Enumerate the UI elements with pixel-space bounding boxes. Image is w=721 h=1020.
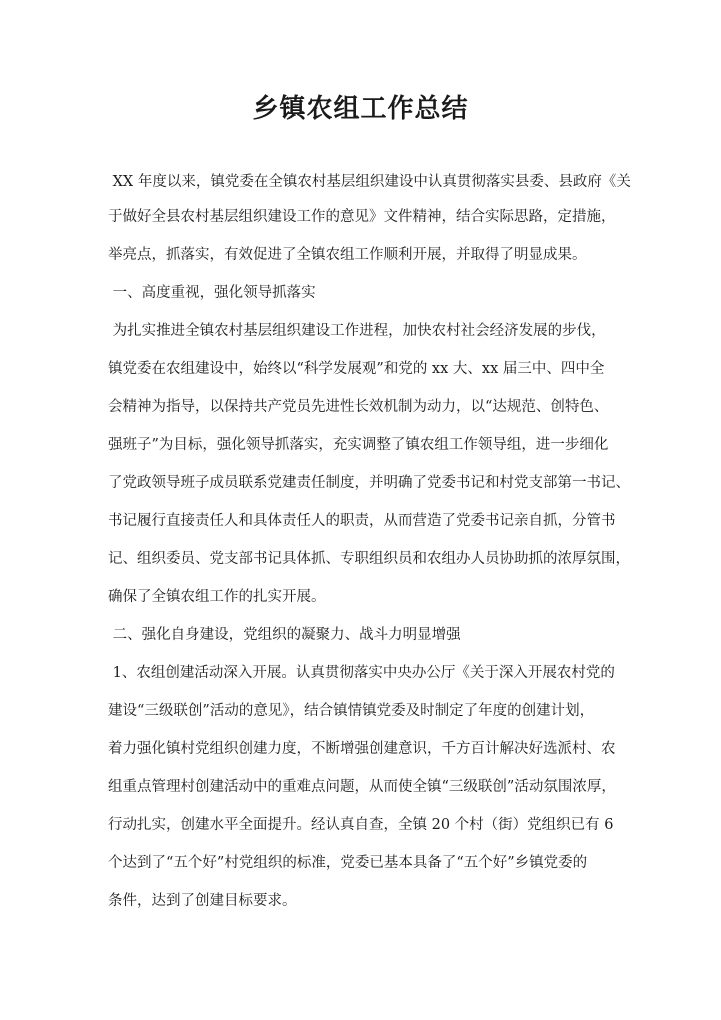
paragraph-line: 组重点管理村创建活动中的重难点问题，从而使全镇“三级联创”活动氛围浓厚， <box>108 779 616 795</box>
section-heading: 一、高度重视，强化领导抓落实 <box>108 285 316 301</box>
paragraph-line: 了党政领导班子成员联系党建责任制度，并明确了党委书记和村党支部第一书记、 <box>108 475 630 491</box>
paragraph-line: 镇党委在农组建设中，始终以“科学发展观”和党的 xx 大、xx 届三中、四中全 <box>108 361 605 377</box>
section-heading: 二、强化自身建设，党组织的凝聚力、战斗力明显增强 <box>108 627 461 643</box>
paragraph-line: 建设“三级联创”活动的意见》，结合镇情镇党委及时制定了年度的创建计划， <box>108 703 595 719</box>
paragraph-line: 行动扎实，创建水平全面提升。经认真自查，全镇 20 个村（街）党组织已有 6 <box>108 817 614 833</box>
paragraph-line: 确保了全镇农组工作的扎实开展。 <box>108 589 326 605</box>
document-body <box>108 166 631 920</box>
paragraph-line: 为扎实推进全镇农村基层组织建设工作进程，加快农村社会经济发展的步伐， <box>108 323 606 339</box>
paragraph-line: 举亮点，抓落实，有效促进了全镇农组工作顺利开展，并取得了明显成果。 <box>108 247 587 263</box>
paragraph-line: 着力强化镇村党组织创建力度，不断增强创建意识，千方百计解决好选派村、农 <box>108 741 616 757</box>
paragraph-line: 1、农组创建活动深入开展。认真贯彻落实中央办公厅《关于深入开展农村党的 <box>108 665 615 681</box>
paragraph-line: 强班子”为目标，强化领导抓落实，充实调整了镇农组工作领导组，进一步细化 <box>108 437 609 453</box>
paragraph-line: 书记履行直接责任人和具体责任人的职责，从而营造了党委书记亲自抓，分管书 <box>108 513 616 529</box>
paragraph-line: 会精神为指导，以保持共产党员先进性长效机制为动力，以“达规范、创特色、 <box>108 399 609 415</box>
document-title: 乡镇农组工作总结 <box>252 94 469 124</box>
paragraph-line: 条件，达到了创建目标要求。 <box>108 893 297 909</box>
paragraph-line: XX 年度以来，镇党委在全镇农村基层组织建设中认真贯彻落实县委、县政府《关 <box>108 174 631 190</box>
paragraph-line: 个达到了“五个好”村党组织的标准，党委已基本具备了“五个好”乡镇党委的 <box>108 855 588 871</box>
paragraph-line: 于做好全县农村基层组织建设工作的意见》文件精神，结合实际思路，定措施， <box>108 209 616 225</box>
paragraph-line: 记、组织委员、党支部书记具体抓、专职组织员和农组办人员协助抓的浓厚氛围， <box>108 551 630 567</box>
